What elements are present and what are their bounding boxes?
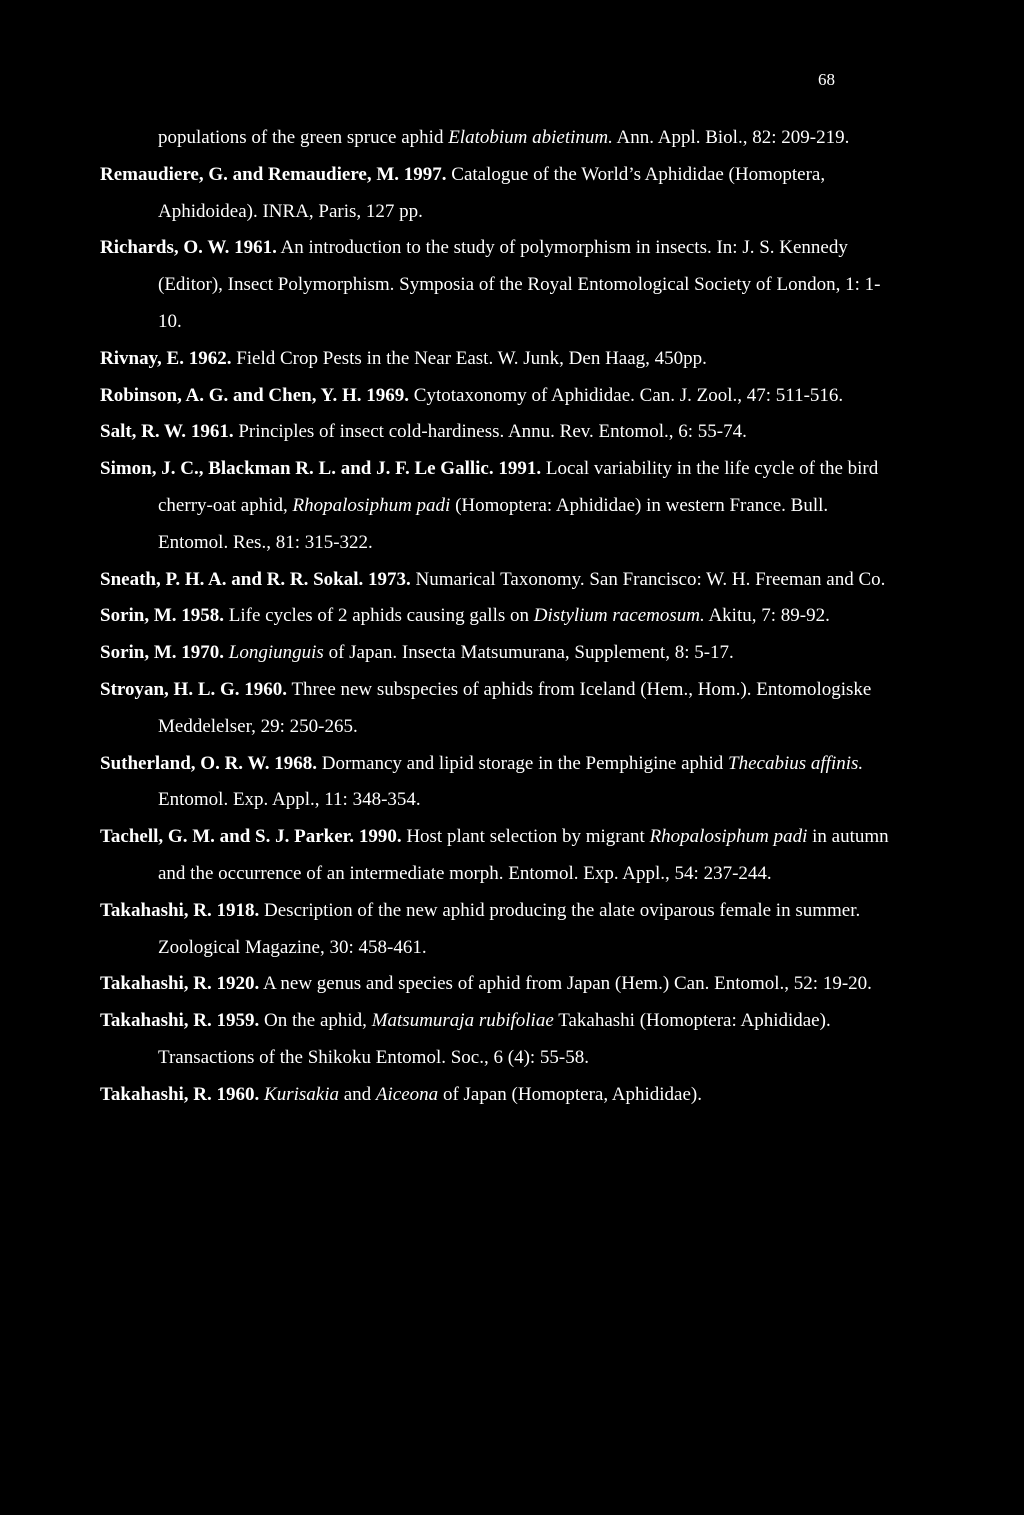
continuation-italic: Elatobium abietinum. bbox=[448, 127, 613, 148]
reference-text: Local variability in the life cycle of the bird cherry-oat aphid, bbox=[158, 458, 879, 516]
reference-author: Remaudiere, G. and Remaudiere, M. bbox=[100, 163, 400, 185]
reference-text-after: in autumn and the occurrence of an intermediate morph. Entomol. Exp. Appl., 54: 237-244. bbox=[158, 826, 889, 884]
reference-entry bbox=[100, 672, 894, 746]
continuation-text: populations of the green spruce aphid bbox=[158, 127, 449, 148]
reference-entry bbox=[100, 1077, 894, 1114]
reference-author: Richards, O. W. bbox=[100, 237, 230, 259]
reference-entry bbox=[100, 230, 894, 340]
reference-author: Robinson, A. G. and Chen, Y. H. bbox=[100, 384, 362, 406]
reference-text: Catalogue of the World’s Aphididae (Homoptera, Aphidoidea). INRA, Paris, 127 pp. bbox=[158, 163, 826, 222]
reference-year: 1961. bbox=[234, 237, 277, 259]
reference-italic: Rhopalosiphum padi bbox=[292, 494, 451, 516]
reference-author: Takahashi, R. bbox=[100, 1083, 212, 1105]
reference-author: Takahashi, R. bbox=[100, 899, 212, 921]
reference-author: Tachell, G. M. and S. J. Parker. bbox=[100, 826, 355, 848]
reference-entry bbox=[100, 562, 894, 599]
reference-year: 1918. bbox=[216, 899, 260, 921]
reference-text-after: (Homoptera: Aphididae) in western France. Bull. Entomol. Res., 81: 315-322. bbox=[158, 494, 829, 553]
reference-entry bbox=[100, 1003, 894, 1077]
reference-author: Takahashi, R. bbox=[100, 1010, 212, 1032]
reference-author: Sorin, M. bbox=[100, 605, 177, 627]
reference-list bbox=[100, 120, 894, 1114]
reference-entry bbox=[100, 341, 894, 378]
reference-entry bbox=[100, 819, 894, 893]
reference-text: Description of the new aphid producing the alate oviparous female in summer. Zoological Magazine, 30: 458-461. bbox=[158, 899, 861, 958]
reference-italic: Longiunguis bbox=[228, 642, 324, 664]
reference-text: Field Crop Pests in the Near East. W. Junk, Den Haag, 450pp. bbox=[236, 347, 707, 369]
reference-author: Sorin, M. bbox=[100, 642, 177, 664]
reference-text-after-second: of Japan (Homoptera, Aphididae). bbox=[438, 1083, 702, 1105]
reference-entry bbox=[100, 966, 894, 1003]
reference-text: Numarical Taxonomy. San Francisco: W. H. Freeman and Co. bbox=[415, 568, 886, 590]
reference-text-after: and bbox=[338, 1083, 376, 1105]
reference-year: 1961. bbox=[190, 421, 234, 443]
reference-entry bbox=[100, 598, 894, 635]
reference-entry bbox=[100, 746, 894, 820]
reference-author: Stroyan, H. L. G. bbox=[100, 678, 240, 700]
reference-text-after: Entomol. Exp. Appl., 11: 348-354. bbox=[158, 789, 421, 811]
reference-year: 1959. bbox=[216, 1010, 260, 1032]
reference-author: Sutherland, O. R. W. bbox=[100, 752, 270, 774]
reference-entry bbox=[100, 378, 894, 415]
reference-text: Host plant selection by migrant bbox=[406, 826, 650, 848]
reference-year: 1960. bbox=[216, 1083, 260, 1105]
reference-text: Life cycles of 2 aphids causing galls on bbox=[228, 605, 534, 627]
page-number: 68 bbox=[818, 70, 835, 89]
reference-year: 1968. bbox=[274, 752, 317, 774]
reference-author: Salt, R. W. bbox=[100, 421, 187, 443]
reference-entry bbox=[100, 893, 894, 967]
reference-text: Principles of insect cold-hardiness. Annu. Rev. Entomol., 6: 55-74. bbox=[238, 421, 747, 443]
reference-text-after: Akitu, 7: 89-92. bbox=[704, 605, 830, 627]
reference-year: 1990. bbox=[358, 826, 402, 848]
reference-year: 1970. bbox=[181, 642, 225, 664]
reference-text: Three new subspecies of aphids from Iceland (Hem., Hom.). Entomologiske Meddelelser, 29: 250-265. bbox=[158, 678, 872, 737]
reference-entry bbox=[100, 635, 894, 672]
reference-italic: Kurisakia bbox=[264, 1083, 339, 1105]
reference-italic-second: Aiceona bbox=[375, 1083, 439, 1105]
reference-year: 1962. bbox=[188, 347, 232, 369]
reference-text-after: of Japan. Insecta Matsumurana, Supplement, 8: 5-17. bbox=[323, 642, 734, 664]
reference-italic: Rhopalosiphum padi bbox=[649, 826, 808, 848]
reference-year: 1958. bbox=[181, 605, 225, 627]
reference-year: 1991. bbox=[498, 458, 542, 480]
reference-entry bbox=[100, 451, 894, 561]
reference-italic: Matsumuraja rubifoliae bbox=[371, 1010, 554, 1032]
reference-author: Sneath, P. H. A. and R. R. Sokal. bbox=[100, 568, 364, 590]
reference-entry bbox=[100, 414, 894, 451]
reference-year: 1960. bbox=[244, 678, 288, 700]
reference-continuation bbox=[100, 120, 894, 157]
reference-author: Rivnay, E. bbox=[100, 347, 184, 369]
reference-author: Takahashi, R. bbox=[100, 973, 212, 995]
reference-year: 1997. bbox=[403, 163, 447, 185]
reference-italic: Distylium racemosum. bbox=[533, 605, 705, 627]
reference-italic: Thecabius affinis. bbox=[728, 752, 864, 774]
reference-text: A new genus and species of aphid from Japan (Hem.) Can. Entomol., 52: 19-20. bbox=[262, 973, 872, 995]
reference-year: 1920. bbox=[216, 973, 260, 995]
reference-year: 1973. bbox=[368, 568, 411, 590]
reference-year: 1969. bbox=[366, 384, 410, 406]
reference-entry bbox=[100, 157, 894, 231]
continuation-text-after: Ann. Appl. Biol., 82: 209-219. bbox=[612, 127, 850, 148]
reference-text: Dormancy and lipid storage in the Pemphigine aphid bbox=[321, 752, 729, 774]
reference-author: Simon, J. C., Blackman R. L. and J. F. Le Gallic. bbox=[100, 458, 494, 480]
reference-text-after: Takahashi (Homoptera: Aphididae). Transactions of the Shikoku Entomol. Soc., 6 (4): 55-58. bbox=[158, 1010, 831, 1068]
reference-text: Cytotaxonomy of Aphididae. Can. J. Zool., 47: 511-516. bbox=[413, 384, 844, 406]
reference-text: An introduction to the study of polymorphism in insects. In: J. S. Kennedy (Editor), Insect Polymorphism. Symposia of the Royal Entomological Society of London, 1: 1-10. bbox=[158, 237, 881, 332]
reference-text: On the aphid, bbox=[264, 1010, 372, 1032]
